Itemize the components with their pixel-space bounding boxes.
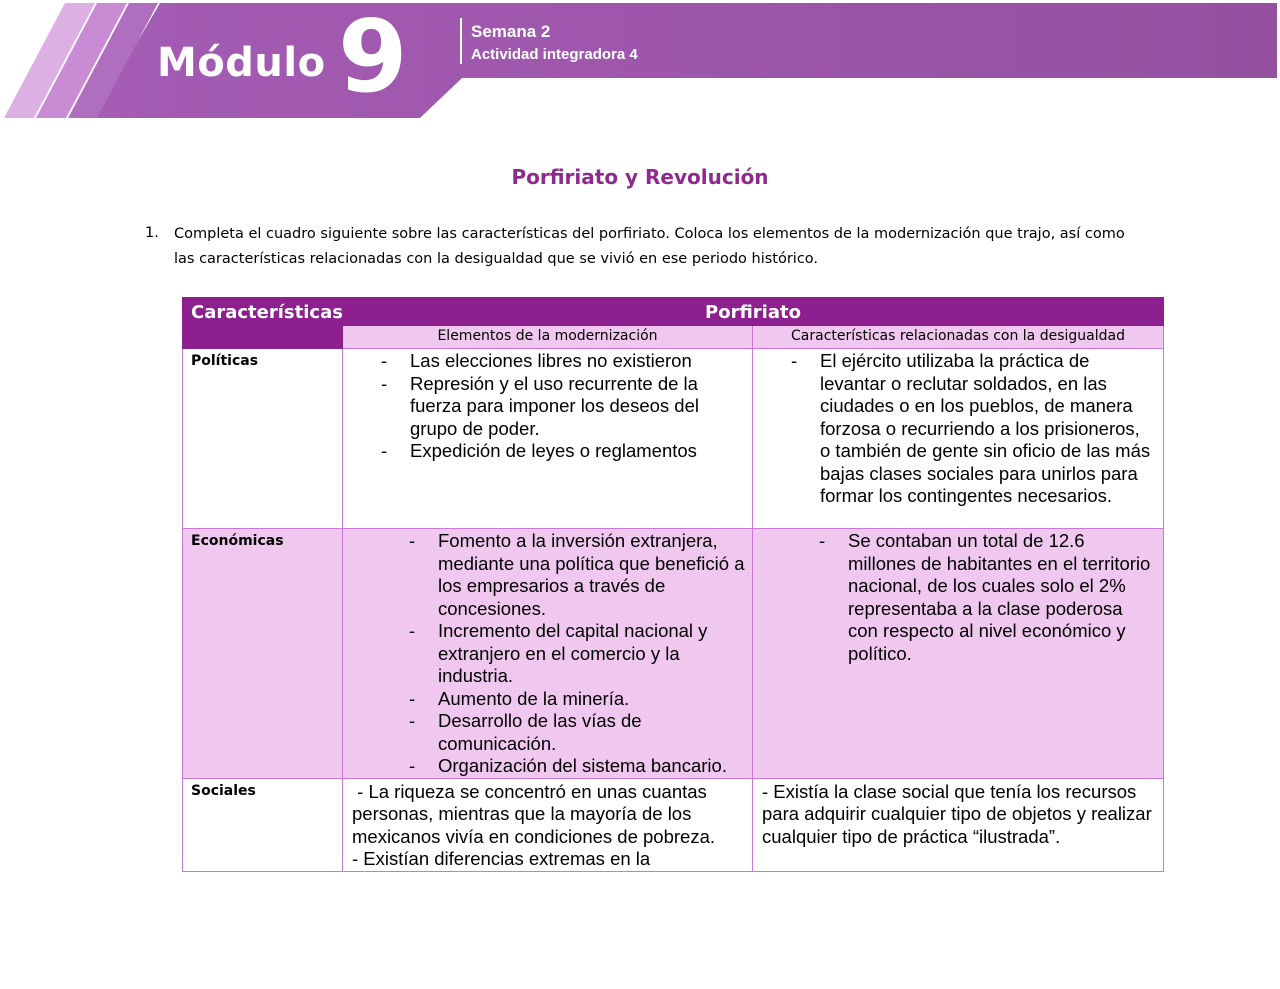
sociales-desigualdad-text: - Existía la clase social que tenía los recursos para adquirir cualquier tipo de objetos y realizar cualquier tipo de práctica “ilustrada”. [762, 780, 1157, 847]
table-row-politicas [183, 349, 1164, 529]
dash-bullet: - [381, 372, 388, 394]
module-word: Módulo [157, 40, 326, 86]
cell-politicas-desigualdad [753, 349, 1164, 529]
table-row-sociales [183, 778, 1164, 871]
document-title: Porfiriato y Revolución [511, 165, 769, 189]
list-item: - El ejército utilizaba la práctica de levantar o reclutar soldados, en las ciudades o en los pueblos, de manera forzosa o recurriendo a los prisioneros, o también de gente sin oficio de las más bajas clases sociales para unirlos para formar los contingentes necesarios. [791, 350, 1151, 506]
dash-bullet: - [381, 350, 388, 371]
instruction-text: Completa el cuadro siguiente sobre las características del porfiriato. Coloca los elementos de la modernización que trajo, así como las características relacionadas con la desigualdad que se vivió en ese periodo histórico. [174, 226, 1125, 267]
list-item: - Expedición de leyes o reglamentos [381, 440, 697, 461]
module-number: 9 [338, 0, 408, 115]
header-porfiriato: Porfiriato [343, 298, 1164, 326]
header-caracteristicas: Características [183, 298, 343, 349]
header-divider [460, 18, 462, 64]
dash-bullet: - [409, 710, 416, 731]
list-item: - Se contaban un total de 12.6 millones de habitantes en el territorio nacional, de los cuales solo el 2% representaba a la clase poderosa con respecto al nivel económico y político. [819, 530, 1151, 664]
row-label-sociales: Sociales [183, 778, 343, 871]
instruction-number: 1. [145, 225, 159, 241]
list-item: - Las elecciones libres no existieron [381, 350, 692, 371]
subheader-modernizacion: Elementos de la modernización [343, 326, 753, 349]
list-item: - Fomento a la inversión extranjera, mediante una política que benefició a los empresarios a través de concesiones. [409, 530, 745, 619]
dash-bullet: - [409, 620, 416, 641]
subheader-desigualdad: Características relacionadas con la desigualdad [753, 326, 1164, 349]
cell-sociales-desigualdad [753, 778, 1164, 871]
cell-economicas-desigualdad [753, 529, 1164, 779]
cell-sociales-modernizacion [343, 778, 753, 871]
cell-economicas-modernizacion [343, 529, 753, 779]
row-label-economicas: Económicas [183, 529, 343, 779]
dash-bullet: - [409, 687, 416, 709]
dash-bullet: - [381, 440, 388, 461]
sociales-modernizacion-text: - La riqueza se concentró en unas cuantas personas, mientras que la mayoría de los mexicanos vivía en condiciones de pobreza. - Existían diferencias extremas en la [352, 780, 716, 869]
activity-label: Actividad integradora 4 [471, 46, 638, 63]
cell-politicas-modernizacion [343, 349, 753, 529]
list-item: - Organización del sistema bancario. [409, 755, 727, 776]
list-item: - Desarrollo de las vías de comunicación. [409, 710, 642, 754]
table-row-economicas [183, 529, 1164, 779]
dash-bullet: - [819, 530, 826, 551]
list-item: - Incremento del capital nacional y extranjero en el comercio y la industria. [409, 620, 708, 686]
dash-bullet: - [409, 755, 416, 776]
row-label-politicas: Políticas [183, 349, 343, 529]
header-banner [0, 0, 1280, 125]
dash-bullet: - [409, 530, 416, 551]
porfiriato-table [182, 297, 1164, 872]
list-item: - Aumento de la minería. [409, 687, 630, 709]
list-item: - Represión y el uso recurrente de la fuerza para imponer los deseos del grupo de poder. [381, 372, 699, 439]
week-label: Semana 2 [471, 22, 551, 41]
dash-bullet: - [791, 350, 798, 371]
